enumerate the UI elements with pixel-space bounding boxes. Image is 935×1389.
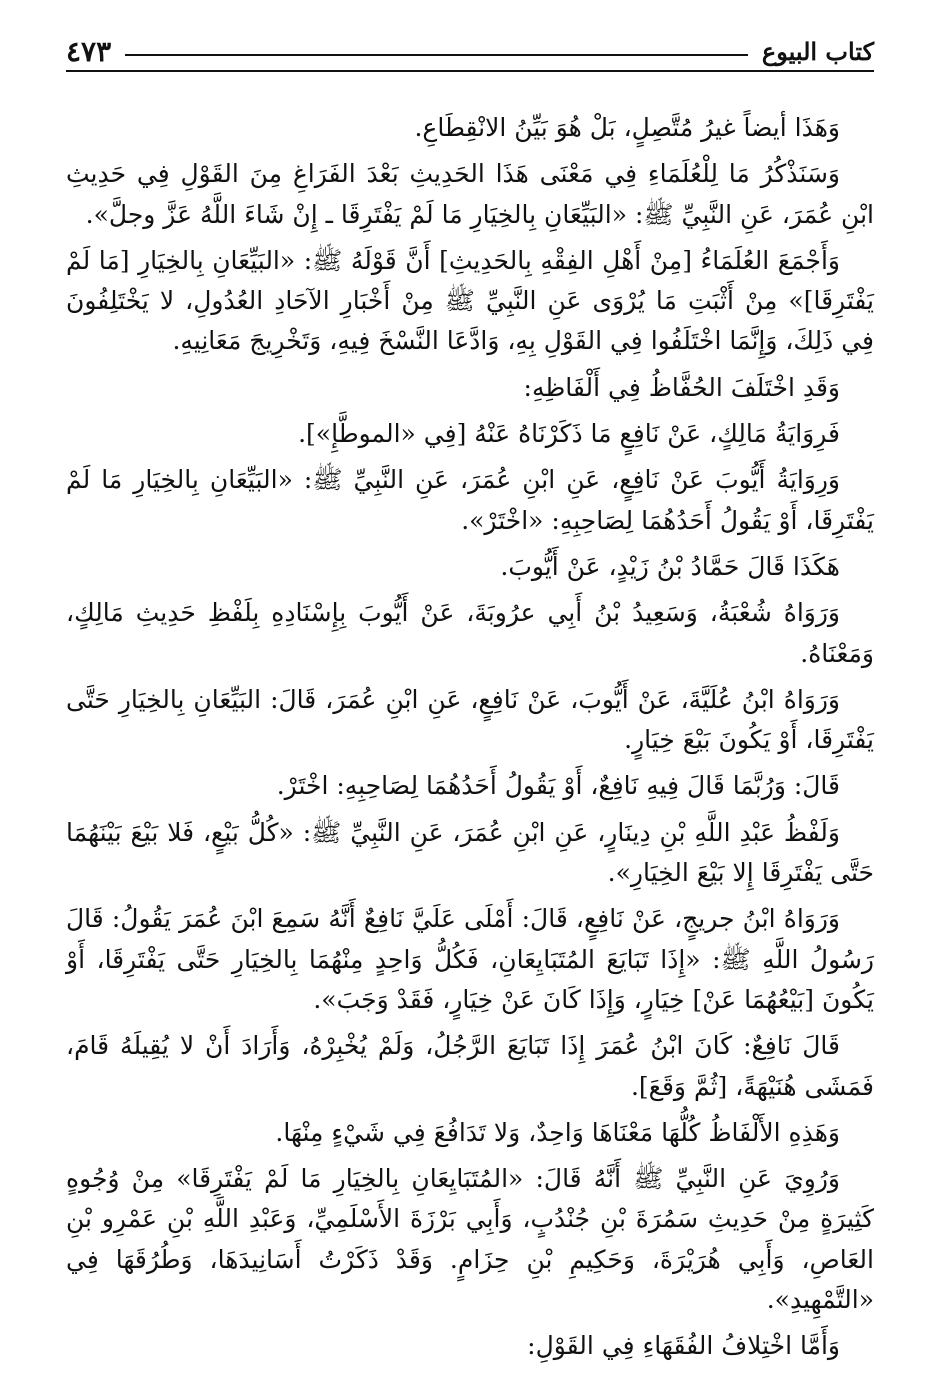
paragraph: وَأَمَّا اخْتِلافُ الفُقَهَاءِ فِي القَوْلِ: <box>527 1331 840 1361</box>
book-page <box>66 22 874 1372</box>
paragraph: وَرَوَاهُ ابْنُ عُلَيَّةَ، عَنْ أَيُّوبَ، عَنْ نَافِعٍ، عَنِ ابْنِ عُمَرَ، قَالَ: البَيِّعَانِ بِالخِيَارِ حَتَّى يَفْتَرِقَا، أَوْ يَكُونَ بَيْعَ خِيَارٍ. <box>66 684 874 755</box>
paragraph: وَهَذَا أيضاً غيرُ مُتَّصِلٍ، بَلْ هُوَ بَيِّنُ الانْقِطَاعِ. <box>414 113 840 142</box>
paragraph: قَالَ: وَرُبَّمَا قَالَ فِيهِ نَافِعٌ، أَوْ يَقُولُ أَحَدُهُمَا لِصَاحِبِهِ: اخْتَرْ. <box>276 771 840 801</box>
paragraph: وَرِوَايَةُ أَيُّوبَ عَنْ نَافِعٍ، عَنِ ابْنِ عُمَرَ، عَنِ النَّبِيِّ ﷺ: «البَيِّعَانِ بِالخِيَارِ مَا لَمْ يَفْتَرِقَا، أَوْ يَقُولُ أَحَدُهُمَا لِصَاحِبِهِ: «اخْتَرْ». <box>66 465 874 535</box>
header-line <box>125 54 748 56</box>
paragraph: هَكَذَا قَالَ حَمَّادُ بْنُ زَيْدٍ، عَنْ أَيُّوبَ. <box>500 551 840 581</box>
paragraph: وَقَدِ اخْتَلَفَ الحُفَّاظُ فِي أَلْفَاظِهِ: <box>523 372 840 402</box>
paragraph: فَرِوَايَةُ مَالِكٍ، عَنْ نَافِعٍ مَا ذَكَرْنَاهُ عَنْهُ [فِي «الموطَّإِ»]. <box>298 419 840 449</box>
paragraph: قَالَ نَافِعٌ: كَانَ ابْنُ عُمَرَ إِذَا تَبَايَعَ الرَّجُلُ، وَلَمْ يُخْبِرْهُ، وَأَرَادَ أَنْ لا يُقِيلَهُ قَامَ، فَمَشَى هُنَيْهَةً، [ثُمَّ وَقَعَ]. <box>66 1031 874 1101</box>
page-number: ٤٧٣ <box>66 35 112 68</box>
paragraph: وَرَوَاهُ شُعْبَةُ، وَسَعِيدُ بْنُ أَبِي عرُوبَةَ، عَنْ أَيُّوبَ بِإِسْنَادِهِ بِلَفْظِ حَدِيثِ مَالِكٍ، وَمَعْنَاهُ. <box>66 598 874 668</box>
running-title: كتاب البيوع <box>761 37 874 66</box>
header-rule <box>66 70 874 72</box>
paragraph: وَلَفْظُ عَبْدِ اللَّهِ بْنِ دِينَارٍ، عَنِ ابْنِ عُمَرَ، عَنِ النَّبِيِّ ﷺ: «كُلُّ بَيْعٍ، فَلا بَيْعَ بَيْنَهُمَا حَتَّى يَفْتَرِقَا إِلا بَيْعَ الخِيَارِ». <box>66 817 874 888</box>
paragraph: وَسَنَذْكُرُ مَا لِلْعُلَمَاءِ فِي مَعْنَى هَذَا الحَدِيثِ بَعْدَ الفَرَاغِ مِنَ القَوْلِ فِي حَدِيثِ ابْنِ عُمَرَ، عَنِ النَّبِيِّ ﷺ: «البَيِّعَانِ بِالخِيَارِ مَا لَمْ يَفْتَرِقَا ـ إِنْ شَاءَ اللَّهُ عَزَّ وجلَّ». <box>66 159 874 229</box>
page-header <box>66 22 874 70</box>
paragraph: وَرُوِيَ عَنِ النَّبِيِّ ﷺ أَنَّهُ قَالَ: «المُتَبَايِعَانِ بِالخِيَارِ مَا لَمْ يَفْتَرِقَا» مِنْ وُجُوهٍ كَثِيرَةٍ مِنْ حَدِيثِ سَمُرَةَ بْنِ جُنْدُبٍ، وَأَبِي بَرْزَةَ الأَسْلَمِيِّ، وَعَبْدِ اللَّهِ بْنِ عَمْرِو بْنِ العَاصِ، وَأَبِي هُرَيْرَةَ، وَحَكِيمِ بْنِ حِزَامٍ. وَقَدْ ذَكَرْتُ أَسَانِيدَهَا، وَطُرُقَهَا فِي «التَّمْهِيدِ». <box>66 1164 874 1315</box>
paragraph: وَهَذِهِ الأَلْفَاظُ كُلُّهَا مَعْنَاهَا وَاحِدٌ، وَلا تَدَافُعَ فِي شَيْءٍ مِنْهَا. <box>275 1117 840 1147</box>
paragraph: وَرَوَاهُ ابْنُ جريجٍ، عَنْ نَافِعٍ، قَالَ: أَمْلَى عَلَيَّ نَافِعٌ أَنَّهُ سَمِعَ ابْنَ عُمَرَ يَقُولُ: قَالَ رَسُولُ اللَّهِ ﷺ: «إِذَا تَبَايَعَ المُتَبَايِعَانِ، فَكُلُّ وَاحِدٍ مِنْهُمَا بِالخِيَارِ حَتَّى يَفْتَرِقَا، أَوْ يَكُونَ [بَيْعُهُمَا عَنْ] خِيَارٍ، وَإِذَا كَانَ عَنْ خِيَارٍ، فَقَدْ وَجَبَ». <box>66 904 874 1014</box>
body-text <box>66 108 874 1367</box>
paragraph: وَأَجْمَعَ العُلَمَاءُ [مِنْ أَهْلِ الفِقْهِ بِالحَدِيثِ] أَنَّ قَوْلَهُ ﷺ: «البَيِّعَانِ بِالخِيَارِ [مَا لَمْ يَفْتَرِقَا]» مِنْ أَثْبَتِ مَا يُرْوَى عَنِ النَّبِيِّ ﷺ مِنْ أَخْبَارِ الآحَادِ العُدُولِ، لا يَخْتَلِفُونَ فِي ذَلِكَ، وَإِنَّمَا اخْتَلَفُوا فِي القَوْلِ بِهِ، وَادَّعَا النَّسْخَ فِيهِ، وَتَخْرِيجَ مَعَانِيهِ. <box>66 245 874 356</box>
